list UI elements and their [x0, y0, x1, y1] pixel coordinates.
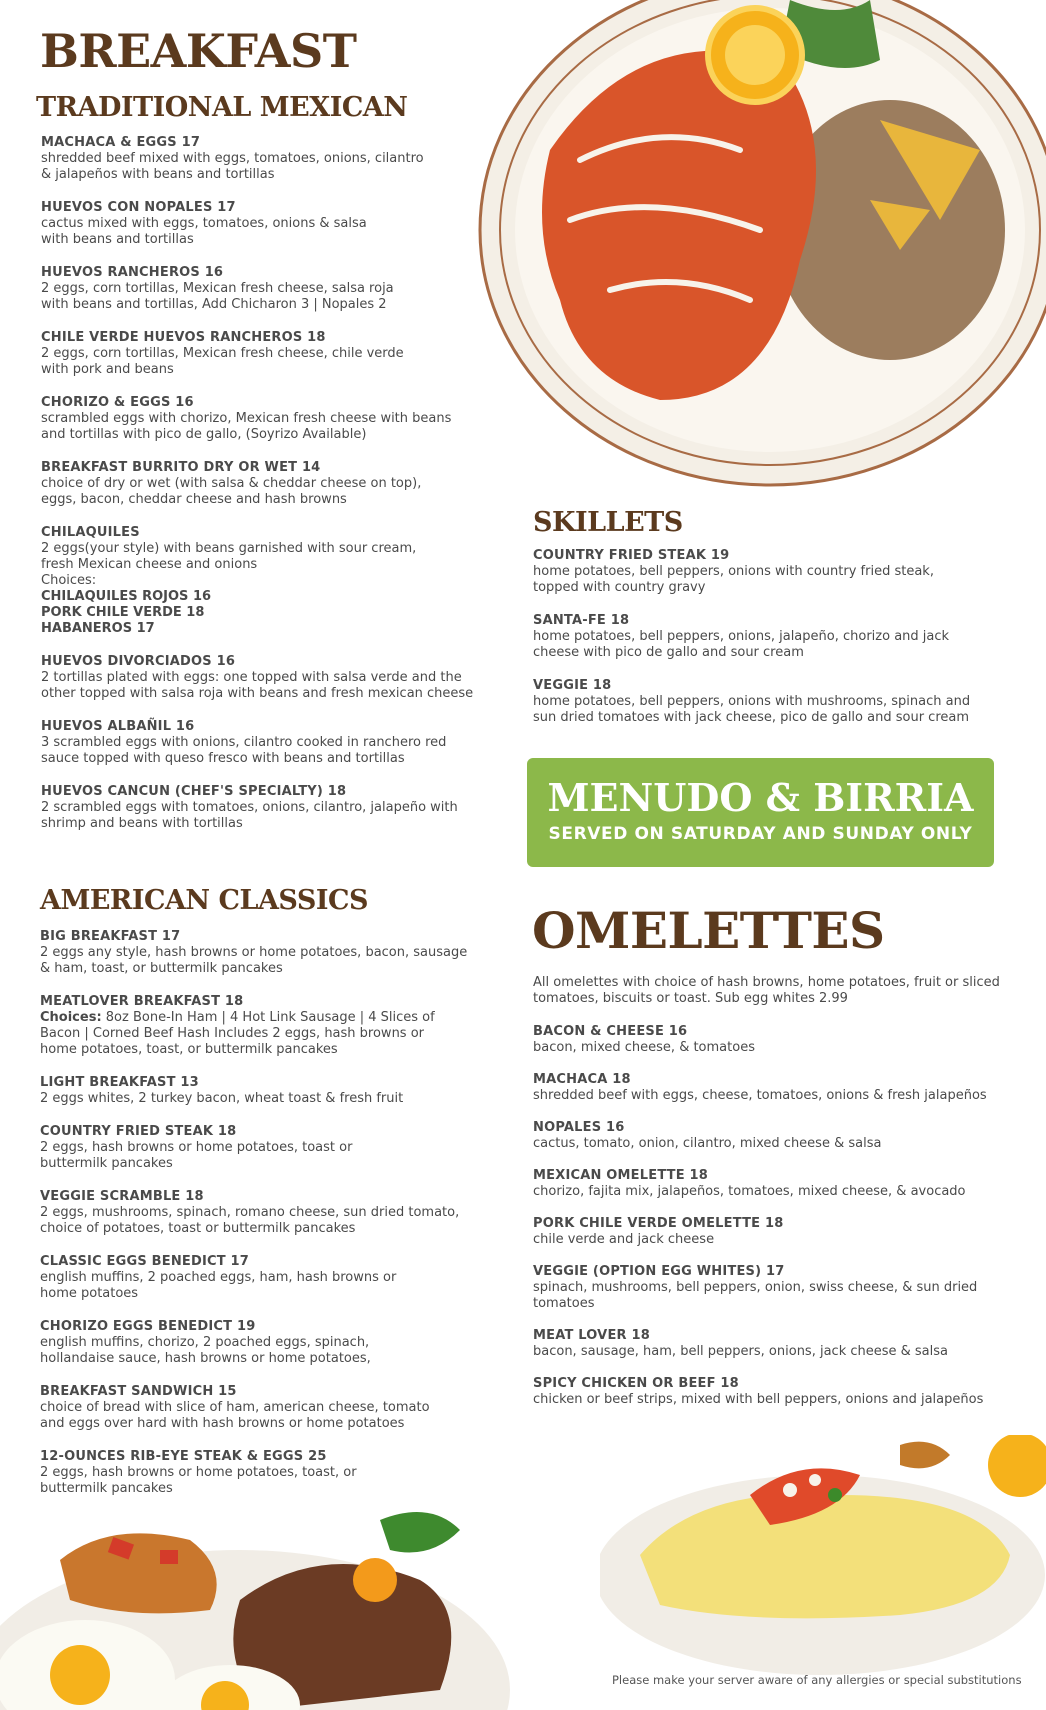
- menu-item: [533, 1264, 1013, 1312]
- menu-item-name: VEGGIE (OPTION EGG WHITES) 17: [533, 1264, 785, 1279]
- menu-item: [41, 135, 481, 183]
- omelettes-section: [533, 1024, 1013, 1424]
- menu-item-description: 3 scrambled eggs with onions, cilantro cooked in ranchero red sauce topped with queso fresco with beans and tortillas: [41, 735, 447, 766]
- menu-item-name: CHILE VERDE HUEVOS RANCHEROS 18: [41, 330, 326, 345]
- menu-item: [533, 1072, 1013, 1104]
- skillets-section: [533, 548, 1003, 743]
- menu-item: [533, 548, 1003, 596]
- menu-item: [41, 460, 481, 508]
- menu-item-name: MACHACA 18: [533, 1072, 631, 1087]
- menu-item-description: 2 scrambled eggs with tomatoes, onions, cilantro, jalapeño with shrimp and beans with tortillas: [41, 800, 458, 831]
- menu-item-name: LIGHT BREAKFAST 13: [40, 1075, 199, 1090]
- menu-item: [40, 1189, 485, 1237]
- skillets-heading: SKILLETS: [533, 507, 683, 538]
- menu-item-chilaquiles: [41, 525, 481, 637]
- menu-item: [533, 1376, 1013, 1408]
- menu-item-name: CLASSIC EGGS BENEDICT 17: [40, 1254, 250, 1269]
- menu-item-description: [40, 1010, 485, 1058]
- menu-item-description: home potatoes, bell peppers, onions with country fried steak, topped with country gravy: [533, 564, 934, 595]
- menu-item: [40, 1384, 485, 1432]
- menu-item-name: MACHACA & EGGS 17: [41, 135, 201, 150]
- menu-item-description: choice of bread with slice of ham, american cheese, tomato and eggs over hard with hash browns or home potatoes: [40, 1400, 430, 1431]
- menu-item: [40, 929, 485, 977]
- menu-item-description: 2 eggs, hash browns or home potatoes, toast or buttermilk pancakes: [40, 1140, 353, 1171]
- traditional-heading-wrap: [36, 94, 407, 121]
- menu-item-name: HUEVOS CON NOPALES 17: [41, 200, 236, 215]
- choice-option: PORK CHILE VERDE 18: [41, 605, 205, 620]
- banner-subtitle: SERVED ON SATURDAY AND SUNDAY ONLY: [548, 824, 973, 844]
- traditional-mexican-section: [41, 135, 481, 849]
- choice-option: CHILAQUILES ROJOS 16: [41, 589, 212, 604]
- menu-item: [41, 200, 481, 248]
- menudo-birria-banner: [527, 758, 994, 867]
- menu-item-name: HUEVOS DIVORCIADOS 16: [41, 654, 236, 669]
- allergy-note: Please make your server aware of any allergies or special substitutions: [612, 1673, 1022, 1687]
- menu-item-description: cactus mixed with eggs, tomatoes, onions & salsa with beans and tortillas: [41, 216, 367, 247]
- menu-item-name: PORK CHILE VERDE OMELETTE 18: [533, 1216, 784, 1231]
- omelette-plate-image: [600, 1435, 1046, 1675]
- menu-item-description: 2 eggs, mushrooms, spinach, romano cheese, sun dried tomato, choice of potatoes, toast or buttermilk pancakes: [40, 1205, 460, 1236]
- choices-text: 8oz Bone-In Ham | 4 Hot Link Sausage | 4 Slices of Bacon | Corned Beef Hash Includes 2 eggs, hash browns or home potatoes, toast, or buttermilk pancakes: [40, 1010, 435, 1057]
- choices-label: Choices:: [40, 1010, 102, 1025]
- steak-and-eggs-plate-image: [0, 1500, 520, 1710]
- menu-item-description: shredded beef mixed with eggs, tomatoes, onions, cilantro & jalapeños with beans and tortillas: [41, 151, 424, 182]
- menu-item-name: COUNTRY FRIED STEAK 19: [533, 548, 730, 563]
- menu-item-description: english muffins, chorizo, 2 poached eggs, spinach, hollandaise sauce, hash browns or home potatoes,: [40, 1335, 371, 1366]
- menu-item-description: home potatoes, bell peppers, onions, jalapeño, chorizo and jack cheese with pico de gallo and sour cream: [533, 629, 950, 660]
- menu-item: [41, 265, 481, 313]
- menu-item: [40, 1124, 485, 1172]
- breakfast-title: BREAKFAST: [40, 24, 357, 78]
- omelettes-heading-wrap: [532, 901, 885, 960]
- menu-item: [533, 1024, 1013, 1056]
- menu-item-name: CHILAQUILES: [41, 525, 140, 540]
- menu-item-name: HUEVOS ALBAÑIL 16: [41, 719, 195, 734]
- american-heading-wrap: [40, 887, 368, 914]
- menu-item-name: SPICY CHICKEN OR BEEF 18: [533, 1376, 739, 1391]
- menu-item-description: 2 eggs, hash browns or home potatoes, toast, or buttermilk pancakes: [40, 1465, 357, 1496]
- menu-item-description: cactus, tomato, onion, cilantro, mixed cheese & salsa: [533, 1136, 882, 1151]
- chilaquiles-plate-image: [460, 0, 1046, 500]
- omelettes-intro: All omelettes with choice of hash browns, home potatoes, fruit or sliced tomatoes, biscuits or toast. Sub egg whites 2.99: [533, 975, 1000, 1006]
- menu-item-name: MEATLOVER BREAKFAST 18: [40, 994, 244, 1009]
- menu-item: [41, 719, 481, 767]
- menu-item: [40, 1254, 485, 1302]
- menu-item: [40, 1449, 485, 1497]
- menu-item-name: SANTA-FE 18: [533, 613, 630, 628]
- menu-item-name: BIG BREAKFAST 17: [40, 929, 181, 944]
- menu-item-name: 12-OUNCES RIB-EYE STEAK & EGGS 25: [40, 1449, 327, 1464]
- menu-item-description: english muffins, 2 poached eggs, ham, hash browns or home potatoes: [40, 1270, 397, 1301]
- banner-title: MENUDO & BIRRIA: [547, 775, 974, 820]
- menu-item-description: home potatoes, bell peppers, onions with mushrooms, spinach and sun dried tomatoes with jack cheese, pico de gallo and sour cream: [533, 694, 971, 725]
- menu-item: [533, 613, 1003, 661]
- american-classics-section: [40, 929, 485, 1514]
- menu-item-name: HUEVOS CANCUN (CHEF'S SPECIALTY) 18: [41, 784, 347, 799]
- menu-item-description: chile verde and jack cheese: [533, 1232, 715, 1247]
- menu-item-name: BREAKFAST BURRITO DRY OR WET 14: [41, 460, 321, 475]
- menu-item-description: chorizo, fajita mix, jalapeños, tomatoes, mixed cheese, & avocado: [533, 1184, 966, 1199]
- menu-item-name: NOPALES 16: [533, 1120, 625, 1135]
- skillets-heading-wrap: [533, 509, 683, 536]
- menu-item: [533, 1120, 1013, 1152]
- menu-item: [40, 1319, 485, 1367]
- menu-item: [533, 1216, 1013, 1248]
- menu-item: [40, 994, 485, 1058]
- menu-item-name: MEAT LOVER 18: [533, 1328, 650, 1343]
- menu-item: [41, 330, 481, 378]
- menu-item: [41, 395, 481, 443]
- menu-item: [41, 784, 481, 832]
- traditional-mexican-heading: TRADITIONAL MEXICAN: [36, 92, 408, 123]
- omelettes-heading: OMELETTES: [532, 901, 885, 960]
- menu-item-name: CHORIZO & EGGS 16: [41, 395, 194, 410]
- menu-item-description: bacon, mixed cheese, & tomatoes: [533, 1040, 755, 1055]
- menu-item-description: 2 eggs whites, 2 turkey bacon, wheat toast & fresh fruit: [40, 1091, 404, 1106]
- menu-item-description: choice of dry or wet (with salsa & cheddar cheese on top), eggs, bacon, cheddar cheese and hash browns: [41, 476, 422, 507]
- menu-item-description: 2 eggs(your style) with beans garnished with sour cream, fresh Mexican cheese and onions: [41, 541, 417, 572]
- choices-label: Choices:: [41, 573, 97, 588]
- menu-item-description: spinach, mushrooms, bell peppers, onion, swiss cheese, & sun dried tomatoes: [533, 1280, 978, 1311]
- menu-item-name: BACON & CHEESE 16: [533, 1024, 688, 1039]
- menu-item-name: HUEVOS RANCHEROS 16: [41, 265, 224, 280]
- menu-item-name: VEGGIE SCRAMBLE 18: [40, 1189, 204, 1204]
- choice-option: HABANEROS 17: [41, 621, 155, 636]
- menu-item-name: VEGGIE 18: [533, 678, 612, 693]
- menu-item-description: 2 tortillas plated with eggs: one topped with salsa verde and the other topped with salsa roja with beans and fresh mexican cheese: [41, 670, 474, 701]
- menu-item-description: bacon, sausage, ham, bell peppers, onions, jack cheese & salsa: [533, 1344, 948, 1359]
- menu-item-description: shredded beef with eggs, cheese, tomatoes, onions & fresh jalapeños: [533, 1088, 987, 1103]
- menu-item: [533, 1328, 1013, 1360]
- menu-item-name: MEXICAN OMELETTE 18: [533, 1168, 709, 1183]
- menu-item: [40, 1075, 485, 1107]
- menu-item-description: 2 eggs, corn tortillas, Mexican fresh cheese, chile verde with pork and beans: [41, 346, 404, 377]
- breakfast-title-wrap: [40, 24, 357, 78]
- menu-item-description: 2 eggs any style, hash browns or home potatoes, bacon, sausage & ham, toast, or buttermilk pancakes: [40, 945, 468, 976]
- american-classics-heading: AMERICAN CLASSICS: [40, 885, 368, 916]
- menu-item-name: COUNTRY FRIED STEAK 18: [40, 1124, 237, 1139]
- menu-item: [533, 678, 1003, 726]
- menu-item-name: CHORIZO EGGS BENEDICT 19: [40, 1319, 256, 1334]
- menu-item-name: BREAKFAST SANDWICH 15: [40, 1384, 237, 1399]
- menu-item-description: chicken or beef strips, mixed with bell peppers, onions and jalapeños: [533, 1392, 984, 1407]
- menu-item: [533, 1168, 1013, 1200]
- menu-item-description: scrambled eggs with chorizo, Mexican fresh cheese with beans and tortillas with pico de gallo, (Soyrizo Available): [41, 411, 452, 442]
- menu-item-description: 2 eggs, corn tortillas, Mexican fresh cheese, salsa roja with beans and tortillas, Add Chicharon 3 | Nopales 2: [41, 281, 394, 312]
- menu-item: [41, 654, 481, 702]
